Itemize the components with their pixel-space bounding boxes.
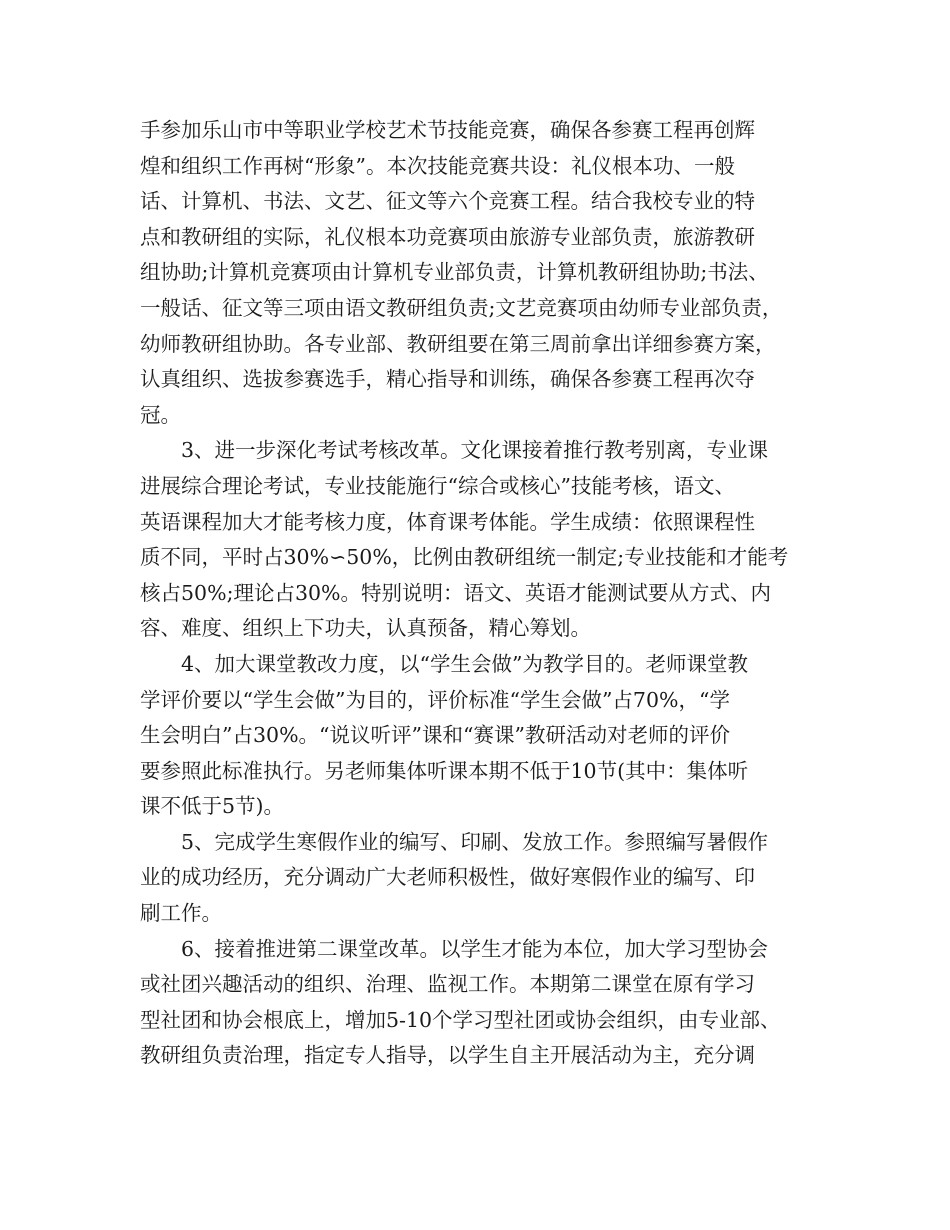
text-line: 幼师教研组协助。各专业部、教研组要在第三周前拿出详细参赛方案， [140,331,776,356]
text-line: 认真组织、选拔参赛选手，精心指导和训练，确保各参赛工程再次夺 [140,367,755,392]
text-line: 4、加大课堂教改力度，以“学生会做”为教学目的。老师课堂教 [140,651,749,676]
text-line: 点和教研组的实际，礼仪根本功竞赛项由旅游专业部负责，旅游教研 [140,224,755,249]
text-line: 核占50%;理论占30%。特别说明：语文、英语才能测试要从方式、内 [140,580,772,605]
paragraph-item-6 [140,932,820,1074]
paragraph-item-3 [140,433,820,647]
text-line: 3、进一步深化考试考核改革。文化课接着推行教考别离，专业课 [140,438,769,463]
text-line: 容、难度、组织上下功夫，认真预备，精心筹划。 [140,616,591,641]
text-line: 英语课程加大才能考核力度，体育课考体能。学生成绩：依照课程性 [140,509,755,534]
text-line: 业的成功经历，充分调动广大老师积极性，做好寒假作业的编写、印 [140,865,755,890]
paragraph-item-4 [140,647,820,825]
paragraph-continuation [140,113,820,433]
text-line: 一般话、征文等三项由语文教研组负责;文艺竞赛项由幼师专业部负责， [140,295,783,320]
text-line: 型社团和协会根底上，增加5-10个学习型社团或协会组织，由专业部、 [140,1007,781,1032]
text-line: 学评价要以“学生会做”为目的，评价标准“学生会做”占70%，“学 [140,687,730,712]
document-body [140,113,820,1074]
text-line: 质不同，平时占30%∽50%，比例由教研组统一制定;专业技能和才能考 [140,545,789,570]
text-line: 组协助;计算机竞赛项由计算机专业部负责，计算机教研组协助;书法、 [140,260,769,285]
text-line: 课不低于5节)。 [140,794,285,819]
text-line: 要参照此标准执行。另老师集体听课本期不低于10节(其中：集体听 [140,758,749,783]
text-line: 教研组负责治理，指定专人指导，以学生自主开展活动为主，充分调 [140,1043,755,1068]
text-line: 冠。 [140,402,181,427]
text-line: 5、完成学生寒假作业的编写、印刷、发放工作。参照编写暑假作 [140,829,769,854]
text-line: 生会明白”占30%。“说议听评”课和“赛课”教研活动对老师的评价 [140,723,730,748]
text-line: 6、接着推进第二课堂改革。以学生才能为本位，加大学习型协会 [140,936,769,961]
paragraph-item-5 [140,825,820,932]
text-line: 刷工作。 [140,901,222,926]
text-line: 进展综合理论考试，专业技能施行“综合或核心”技能考核，语文、 [140,473,735,498]
text-line: 手参加乐山市中等职业学校艺术节技能竞赛，确保各参赛工程再创辉 [140,118,755,142]
text-line: 或社团兴趣活动的组织、治理、监视工作。本期第二课堂在原有学习 [140,972,755,997]
text-line: 话、计算机、书法、文艺、征文等六个竞赛工程。结合我校专业的特 [140,189,755,214]
text-line: 煌和组织工作再树“形象”。本次技能竞赛共设：礼仪根本功、一般 [140,153,735,178]
